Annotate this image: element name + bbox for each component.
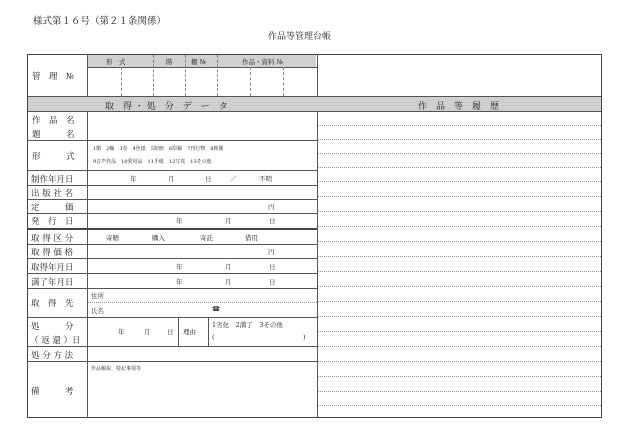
kubun-shakuyo[interactable]: 借用	[245, 234, 258, 242]
kanri-col-keishiki: 形 式	[106, 58, 126, 66]
shimei-label: 氏名	[91, 307, 104, 315]
sakuhin-field[interactable]	[89, 113, 315, 139]
seisaku-fumei[interactable]: 不明	[259, 175, 272, 183]
shuppan-field[interactable]	[89, 186, 315, 198]
seisaku-slash: ／	[230, 175, 237, 183]
shutokusaki-label: 取 得 先	[31, 299, 74, 309]
form-number: 様式第１６号（第２１条関係）	[33, 16, 167, 27]
riyu-paren-open: (	[212, 333, 215, 341]
shutoku-hi: 日	[269, 263, 276, 271]
shutoku-tsuki: 月	[225, 263, 232, 271]
hakko-hi: 日	[269, 217, 276, 225]
biko-note: 作品解説、特記事項等	[91, 366, 142, 372]
riyu-label: 理由	[183, 328, 196, 336]
hakko-nen: 年	[176, 217, 183, 225]
form-title: 作品等管理台帳	[268, 32, 332, 42]
keishiki-options-1: 1額 2軸 3巻 4色紙 5短冊 6原稿 7刊行物 8映像	[93, 146, 224, 152]
shuppan-label: 出 版 社 名	[31, 189, 74, 199]
keishiki-options-2: 9音声作品 10愛用品 11手紙 12写真 13その他	[93, 159, 212, 165]
kanri-col-tana: 棚 №	[191, 58, 206, 66]
kubun-kizo[interactable]: 寄贈	[106, 234, 119, 242]
daimei-label: 題 名	[32, 130, 75, 140]
seisaku-tsuki: 月	[168, 175, 175, 183]
sakuhin-label: 作 品 名	[32, 116, 75, 126]
seisaku-label: 制作年月日	[31, 175, 74, 185]
right-section-header: 作 品 等 履 歴	[418, 102, 500, 112]
kanri-col-kai: 階	[166, 58, 173, 66]
teika-label: 定 価	[31, 203, 74, 213]
hakko-label: 発 行 日	[31, 217, 74, 227]
left-section-header: 取 得 ・ 処 分 デ ー タ	[105, 102, 228, 112]
manryo-hi: 日	[269, 278, 276, 286]
manryo-nen: 年	[176, 278, 183, 286]
biko-label: 備 考	[31, 387, 74, 397]
shutoku-nen: 年	[176, 263, 183, 271]
shutoku-date-label: 取得年月日	[31, 263, 74, 273]
hakko-tsuki: 月	[225, 217, 232, 225]
shobun-label: 処 分	[31, 322, 74, 332]
seisaku-nen: 年	[130, 175, 137, 183]
shobun-hi: 日	[167, 328, 174, 336]
phone-icon: ☎	[212, 305, 221, 313]
shobun-hoho-field[interactable]	[89, 347, 315, 360]
kanri-label: 管 理 №	[32, 72, 75, 82]
shobun-nen: 年	[118, 328, 125, 336]
teika-yen: 円	[268, 203, 275, 211]
kubun-konyu[interactable]: 購入	[152, 234, 165, 242]
shobun-hoho-label: 処 分 方 法	[31, 351, 74, 361]
manryo-tsuki: 月	[225, 278, 232, 286]
shutoku-kubun-label: 取 得 区 分	[31, 234, 74, 244]
riyu-paren-close: )	[303, 333, 306, 341]
shutoku-kakaku-label: 取 得 価 格	[31, 248, 74, 258]
manryo-label: 満了年月日	[31, 278, 74, 288]
henkan-label: （ 返 還 ）日	[30, 336, 81, 346]
shutoku-kakaku-yen: 円	[268, 248, 275, 256]
keishiki-label: 形 式	[32, 152, 75, 162]
jusho-label: 住所	[91, 292, 104, 300]
shobun-tsuki: 月	[144, 328, 151, 336]
biko-field[interactable]	[89, 372, 315, 416]
seisaku-hi: 日	[205, 175, 212, 183]
riyu-options: 1劣化 2満了 3その他	[212, 321, 283, 329]
kubun-kitaku[interactable]: 寄託	[200, 234, 213, 242]
kanri-col-sakuhin-no: 作品・資料 №	[242, 58, 283, 66]
